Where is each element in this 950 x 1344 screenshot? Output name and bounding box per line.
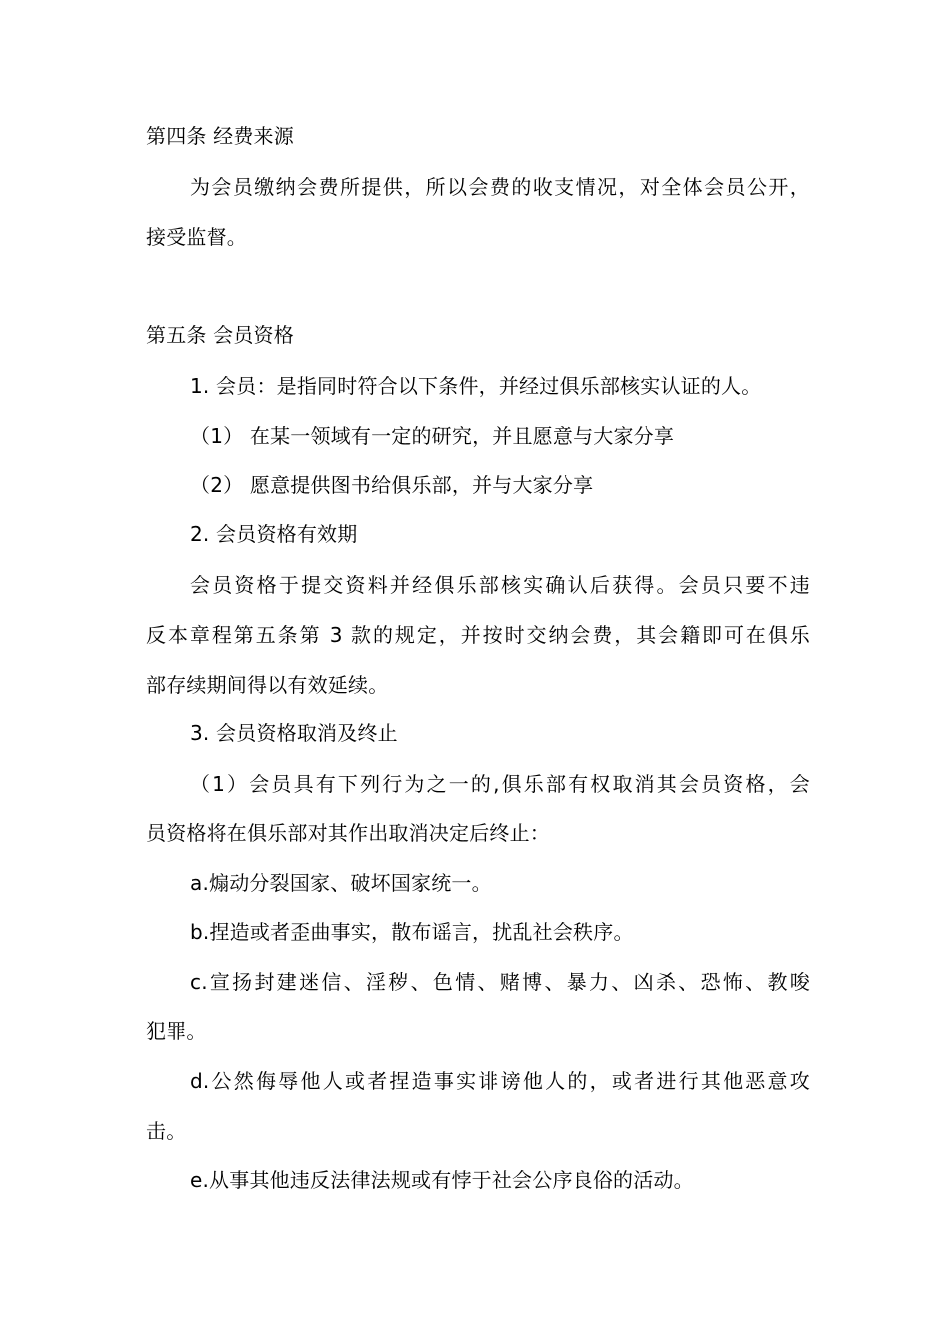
paragraph-line: 部存续期间得以有效延续。 <box>146 673 389 697</box>
list-subitem: d.公然侮辱他人或者捏造事实诽谤他人的，或者进行其他恶意攻 <box>190 1069 810 1093</box>
paragraph-line: 为会员缴纳会费所提供，所以会费的收支情况，对全体会员公开， <box>190 175 810 199</box>
list-subitem: b.捏造或者歪曲事实，散布谣言，扰乱社会秩序。 <box>190 920 634 944</box>
list-subitem: c.宣扬封建迷信、淫秽、色情、赌博、暴力、凶杀、恐怖、教唆 <box>190 970 810 994</box>
paragraph-line: 接受监督。 <box>146 225 247 249</box>
list-subitem: e.从事其他违反法律法规或有悖于社会公序良俗的活动。 <box>190 1168 694 1192</box>
paragraph-line: （1）会员具有下列行为之一的,俱乐部有权取消其会员资格，会 <box>190 772 810 796</box>
section-5-title: 第五条 会员资格 <box>146 323 294 347</box>
paragraph-line: 犯罪。 <box>146 1019 207 1043</box>
paragraph-line: 击。 <box>146 1119 187 1143</box>
list-item: 2. 会员资格有效期 <box>190 522 358 546</box>
list-item: 3. 会员资格取消及终止 <box>190 721 398 745</box>
list-item: 1. 会员：是指同时符合以下条件，并经过俱乐部核实认证的人。 <box>190 374 762 398</box>
paragraph-line: 员资格将在俱乐部对其作出取消决定后终止： <box>146 821 550 845</box>
list-subitem: （1） 在某一领域有一定的研究，并且愿意与大家分享 <box>190 424 675 448</box>
list-subitem: a.煽动分裂国家、破坏国家统一。 <box>190 871 492 895</box>
section-4-title: 第四条 经费来源 <box>146 124 294 148</box>
list-subitem: （2） 愿意提供图书给俱乐部，并与大家分享 <box>190 473 594 497</box>
paragraph-line: 会员资格于提交资料并经俱乐部核实确认后获得。会员只要不违 <box>190 573 810 597</box>
paragraph-line: 反本章程第五条第 3 款的规定，并按时交纳会费，其会籍即可在俱乐 <box>146 623 810 647</box>
